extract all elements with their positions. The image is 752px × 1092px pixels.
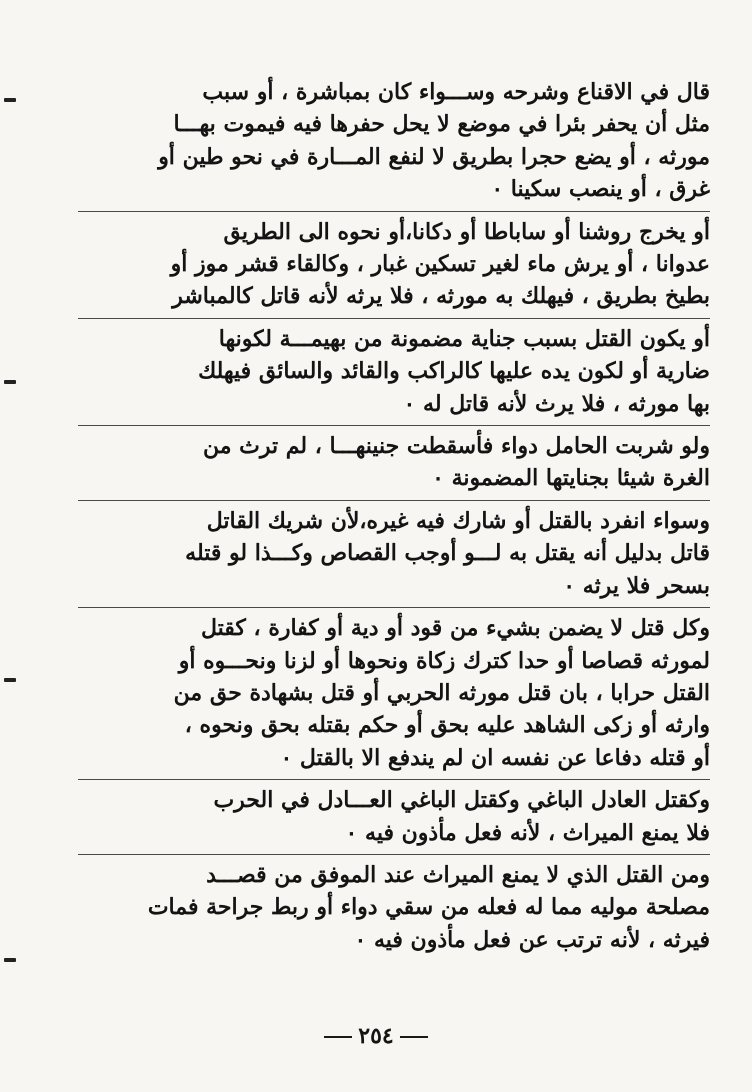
paragraph: أو يكون القتل بسبب جناية مضمونة من بهيمـــة لكونها ضارية أو لكون يده عليها كالراكب والقائد والسائق فيهلك بها مورثه ، فلا يرث لأنه قاتل له ٠ xyxy=(78,323,710,426)
paragraph: قال في الاقناع وشرحه وســـواء كان بمباشرة ، أو سبب مثل أن يحفر بئرا في موضع لا يحل حفرها فيه فيموت بهـــا مورثه ، أو يضع حجرا بطريق لا لنفع المـــارة في نحو طين أو غرق ، أو ينصب سكينا ٠ xyxy=(78,76,710,212)
paragraph: وسواء انفرد بالقتل أو شارك فيه غيره،لأن شريك القاتل قاتل بدليل أنه يقتل به لـــو أوجب القصاص وكـــذا لو قتله بسحر فلا يرثه ٠ xyxy=(78,505,710,608)
paragraph: ومن القتل الذي لا يمنع الميراث عند الموفق من قصـــد مصلحة موليه مما له فعله من سقي دواء أو ربط جراحة فمات فيرثه ، لأنه ترتب عن فعل مأذون فيه ٠ xyxy=(147,861,710,953)
paragraph: أو يخرج روشنا أو ساباطا أو دكانا،أو نحوه الى الطريق عدوانا ، أو يرش ماء لغير تسكين غبار ، وكالقاء قشر موز أو بطيخ بطريق ، فيهلك به مورثه ، فلا يرثه لأنه قاتل كالمباشر xyxy=(78,216,710,319)
page-number-dash xyxy=(400,1036,428,1039)
margin-mark xyxy=(4,678,16,682)
paragraph: وكل قتل لا يضمن بشيء من قود أو دية أو كفارة ، كقتل لمورثه قصاصا أو حدا كترك زكاة ونحوها أو لزنا ونحـــوه أو القتل حرابا ، بان قتل مورثه الحربي أو قتل بشهادة حق من وارثه أو زكى الشاهد عليه بحق أو حكم بقتله بحق ونحوه ، أو قتله دفاعا عن نفسه ان لم يندفع الا بالقتل ٠ xyxy=(78,612,710,780)
page-number-value: ٢٥٤ xyxy=(358,1023,394,1049)
page-number xyxy=(0,1023,752,1049)
paragraph: ولو شربت الحامل دواء فأسقطت جنينهـــا ، لم ترث من الغرة شيئا بجنايتها المضمونة ٠ xyxy=(78,430,710,501)
paragraph: وكقتل العادل الباغي وكقتل الباغي العـــادل في الحرب فلا يمنع الميراث ، لأنه فعل مأذون فيه ٠ xyxy=(78,784,710,855)
margin-mark xyxy=(4,958,16,962)
page-number-dash xyxy=(324,1036,352,1039)
body-text xyxy=(78,76,710,965)
margin-mark xyxy=(4,380,16,384)
margin-mark xyxy=(4,98,16,102)
